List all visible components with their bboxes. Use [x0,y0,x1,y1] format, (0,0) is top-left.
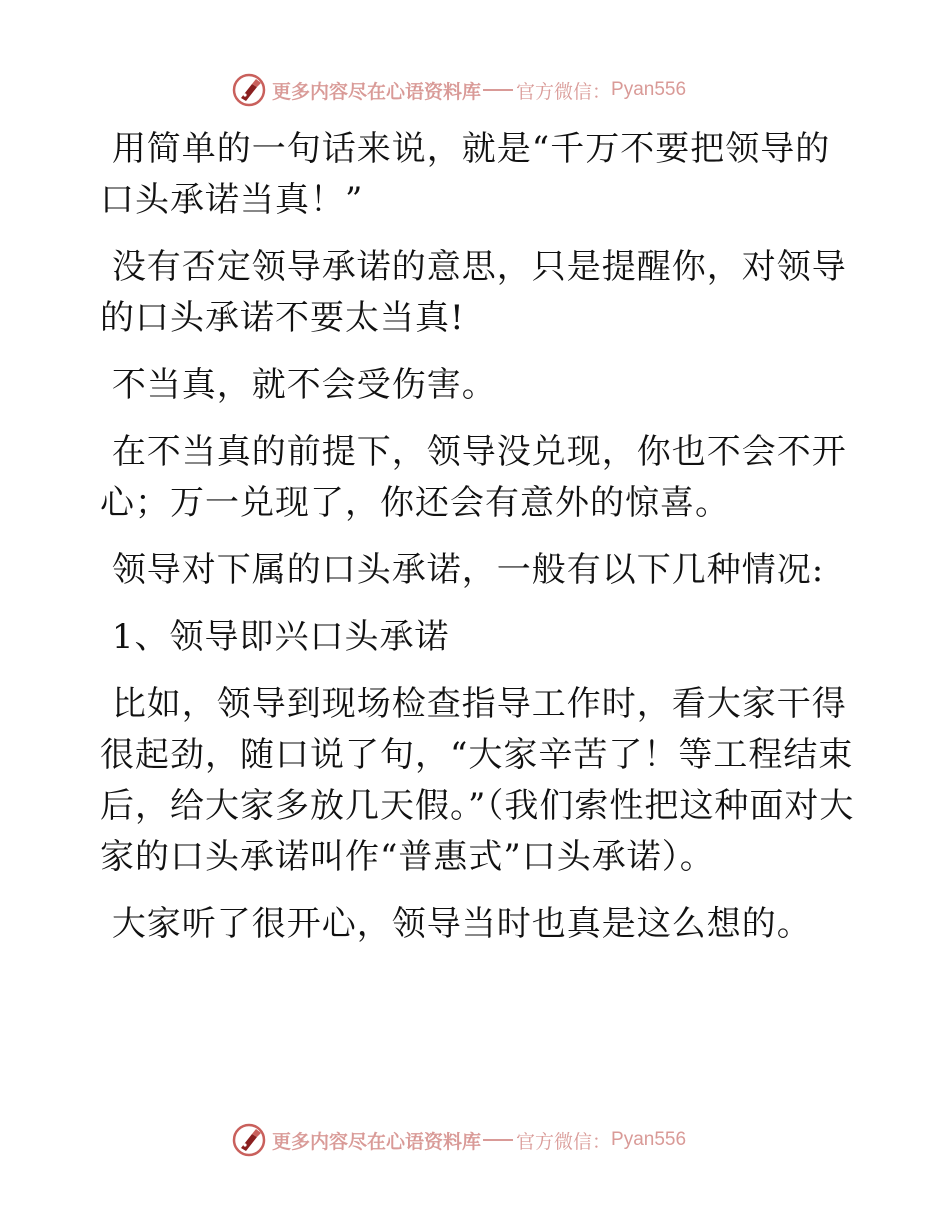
pen-nib-logo-icon [232,1123,266,1157]
pen-nib-logo-icon [232,73,266,107]
paragraph: 比如，领导到现场检查指导工作时，看大家干得很起劲，随口说了句，“大家辛苦了！等工程结束后，给大家多放几天假。”（我们索性把这种面对大家的口头承诺叫作“普惠式”口头承诺）。 [100,684,855,877]
paragraph: 领导对下属的口头承诺，一般有以下几种情况: [100,550,825,590]
footer-banner [232,1120,686,1160]
paragraph: 没有否定领导承诺的意思，只是提醒你，对领导的口头承诺不要太当真! [100,247,847,338]
paragraph: 1、领导即兴口头承诺 [100,617,450,657]
banner-title: 更多内容尽在心语资料库 [272,1130,482,1153]
banner-dash [483,1139,513,1141]
banner-account-id: Pyan556 [611,1129,687,1150]
paragraph: 大家听了很开心，领导当时也真是这么想的。 [100,904,812,944]
paragraph: 用简单的一句话来说，就是“千万不要把领导的口头承诺当真！” [100,129,831,220]
document-body [100,124,860,966]
banner-dash [483,89,513,91]
banner-label: 官方微信： [516,1130,612,1153]
paragraph: 不当真，就不会受伤害。 [100,365,497,405]
header-banner [232,70,686,110]
banner-title: 更多内容尽在心语资料库 [272,80,482,103]
paragraph: 在不当真的前提下，领导没兑现，你也不会不开心；万一兑现了，你还会有意外的惊喜。 [100,432,847,523]
banner-label: 官方微信： [516,80,612,103]
banner-account-id: Pyan556 [611,79,687,100]
